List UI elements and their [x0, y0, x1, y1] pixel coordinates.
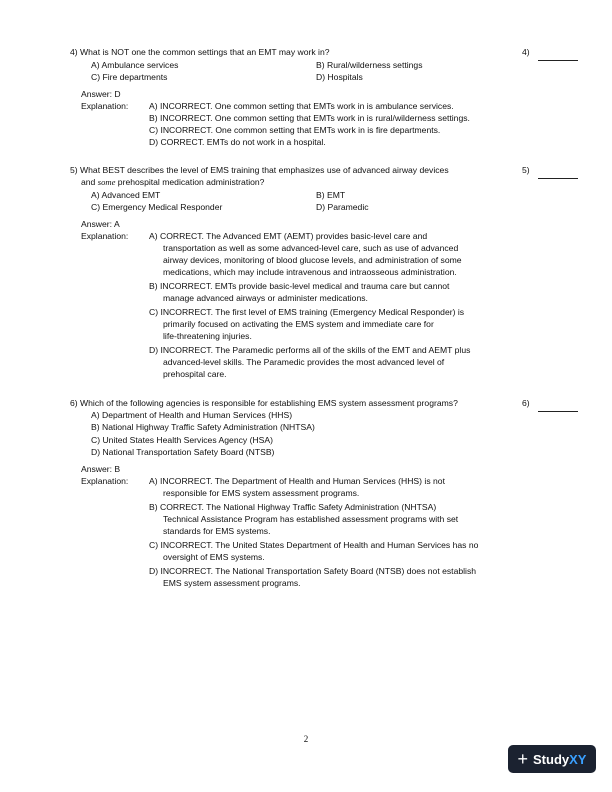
q4-option-c: C) Fire departments	[91, 72, 168, 82]
q6-number: 6)	[522, 398, 530, 408]
q4-explanation-line: B) INCORRECT. One common setting that EMTs work in is rural/wilderness settings.	[149, 113, 470, 123]
q5-stem-italic: some	[97, 177, 116, 187]
q4-option-d: D) Hospitals	[316, 72, 363, 82]
q6-explanation-line: oversight of EMS systems.	[163, 552, 265, 562]
brand-main: Study	[533, 751, 570, 767]
q5-explanation-line: D) INCORRECT. The Paramedic performs all of the skills of the EMT and AEMT plus	[149, 345, 471, 355]
q5-explanation-line: A) CORRECT. The Advanced EMT (AEMT) provides basic-level care and	[149, 231, 428, 241]
q6-explanation-label: Explanation:	[81, 476, 129, 486]
q6-stem: 6) Which of the following agencies is responsible for establishing EMS system assessment programs?	[70, 398, 458, 408]
brand-accent: XY	[569, 751, 587, 767]
q4-explanation-line: C) INCORRECT. One common setting that EMTs work in is fire departments.	[149, 125, 441, 135]
q5-option-c: C) Emergency Medical Responder	[91, 202, 223, 212]
q5-explanation-line: medications, which may include intravenous and intraosseous administration.	[163, 267, 457, 277]
q5-explanation-line: transportation as well as some advanced-level care, such as use of advanced	[163, 243, 459, 253]
q6-explanation-line: A) INCORRECT. The Department of Health and Human Services (HHS) is not	[149, 476, 445, 486]
q5-explanation-line: C) INCORRECT. The first level of EMS training (Emergency Medical Responder) is	[149, 307, 465, 317]
q6-explanation-line: Technical Assistance Program has established assessment programs with set	[163, 514, 459, 524]
q5-explanation-line: life-threatening injuries.	[163, 331, 252, 341]
q4-explanation-line: A) INCORRECT. One common setting that EMTs work in is ambulance services.	[149, 101, 454, 111]
page-number: 2	[303, 734, 309, 744]
q4-stem: 4) What is NOT one the common settings that an EMT may work in?	[70, 47, 330, 57]
q6-option-a: A) Department of Health and Human Services (HHS)	[91, 410, 293, 420]
q6-option-b: B) National Highway Traffic Safety Administration (NHTSA)	[91, 422, 315, 432]
q6-option-d: D) National Transportation Safety Board (NTSB)	[91, 447, 275, 457]
q4-explanation-label: Explanation:	[81, 101, 129, 111]
q5-stem-line1: 5) What BEST describes the level of EMS training that emphasizes use of advanced airway devices	[70, 165, 449, 175]
q4-explanation-line: D) CORRECT. EMTs do not work in a hospital.	[149, 137, 326, 147]
q5-explanation-line: prehospital care.	[163, 369, 227, 379]
q5-answer-blank[interactable]	[538, 168, 578, 179]
q5-explanation-line: airway devices, monitoring of blood glucose levels, and administration of some	[163, 255, 462, 265]
q5-stem-line2	[81, 177, 264, 188]
q5-explanation-line: primarily focused on activating the EMS system and immediate care for	[163, 319, 434, 329]
q5-option-d: D) Paramedic	[316, 202, 369, 212]
q6-answer: Answer: B	[81, 464, 121, 474]
q5-answer: Answer: A	[81, 219, 120, 229]
q5-stem-post: prehospital medication administration?	[117, 177, 265, 187]
q6-explanation-line: D) INCORRECT. The National Transportation Safety Board (NTSB) does not establish	[149, 566, 477, 576]
q5-number: 5)	[522, 165, 530, 175]
q6-explanation-line: EMS system assessment programs.	[163, 578, 301, 588]
q5-stem-pre: and	[81, 177, 96, 187]
q4-option-b: B) Rural/wilderness settings	[316, 60, 423, 70]
q6-explanation-line: B) CORRECT. The National Highway Traffic Safety Administration (NHTSA)	[149, 502, 437, 512]
q6-explanation-line: standards for EMS systems.	[163, 526, 271, 536]
q5-explanation-line: manage advanced airways or administer medications.	[163, 293, 368, 303]
q6-explanation-line: C) INCORRECT. The United States Department of Health and Human Services has no	[149, 540, 479, 550]
q5-option-b: B) EMT	[316, 190, 346, 200]
q6-answer-blank[interactable]	[538, 401, 578, 412]
studyxy-badge[interactable]	[508, 745, 596, 773]
q4-number: 4)	[522, 47, 530, 57]
q4-option-a: A) Ambulance services	[91, 60, 179, 70]
q5-explanation-line: advanced-level skills. The Paramedic provides the most advanced level of	[163, 357, 445, 367]
q5-option-a: A) Advanced EMT	[91, 190, 161, 200]
q4-answer: Answer: D	[81, 89, 121, 99]
plus-icon: +	[517, 749, 529, 769]
q4-answer-blank[interactable]	[538, 50, 578, 61]
q5-explanation-line: B) INCORRECT. EMTs provide basic-level medical and trauma care but cannot	[149, 281, 450, 291]
q5-explanation-label: Explanation:	[81, 231, 129, 241]
q6-explanation-line: responsible for EMS system assessment programs.	[163, 488, 360, 498]
q6-option-c: C) United States Health Services Agency (HSA)	[91, 435, 273, 445]
